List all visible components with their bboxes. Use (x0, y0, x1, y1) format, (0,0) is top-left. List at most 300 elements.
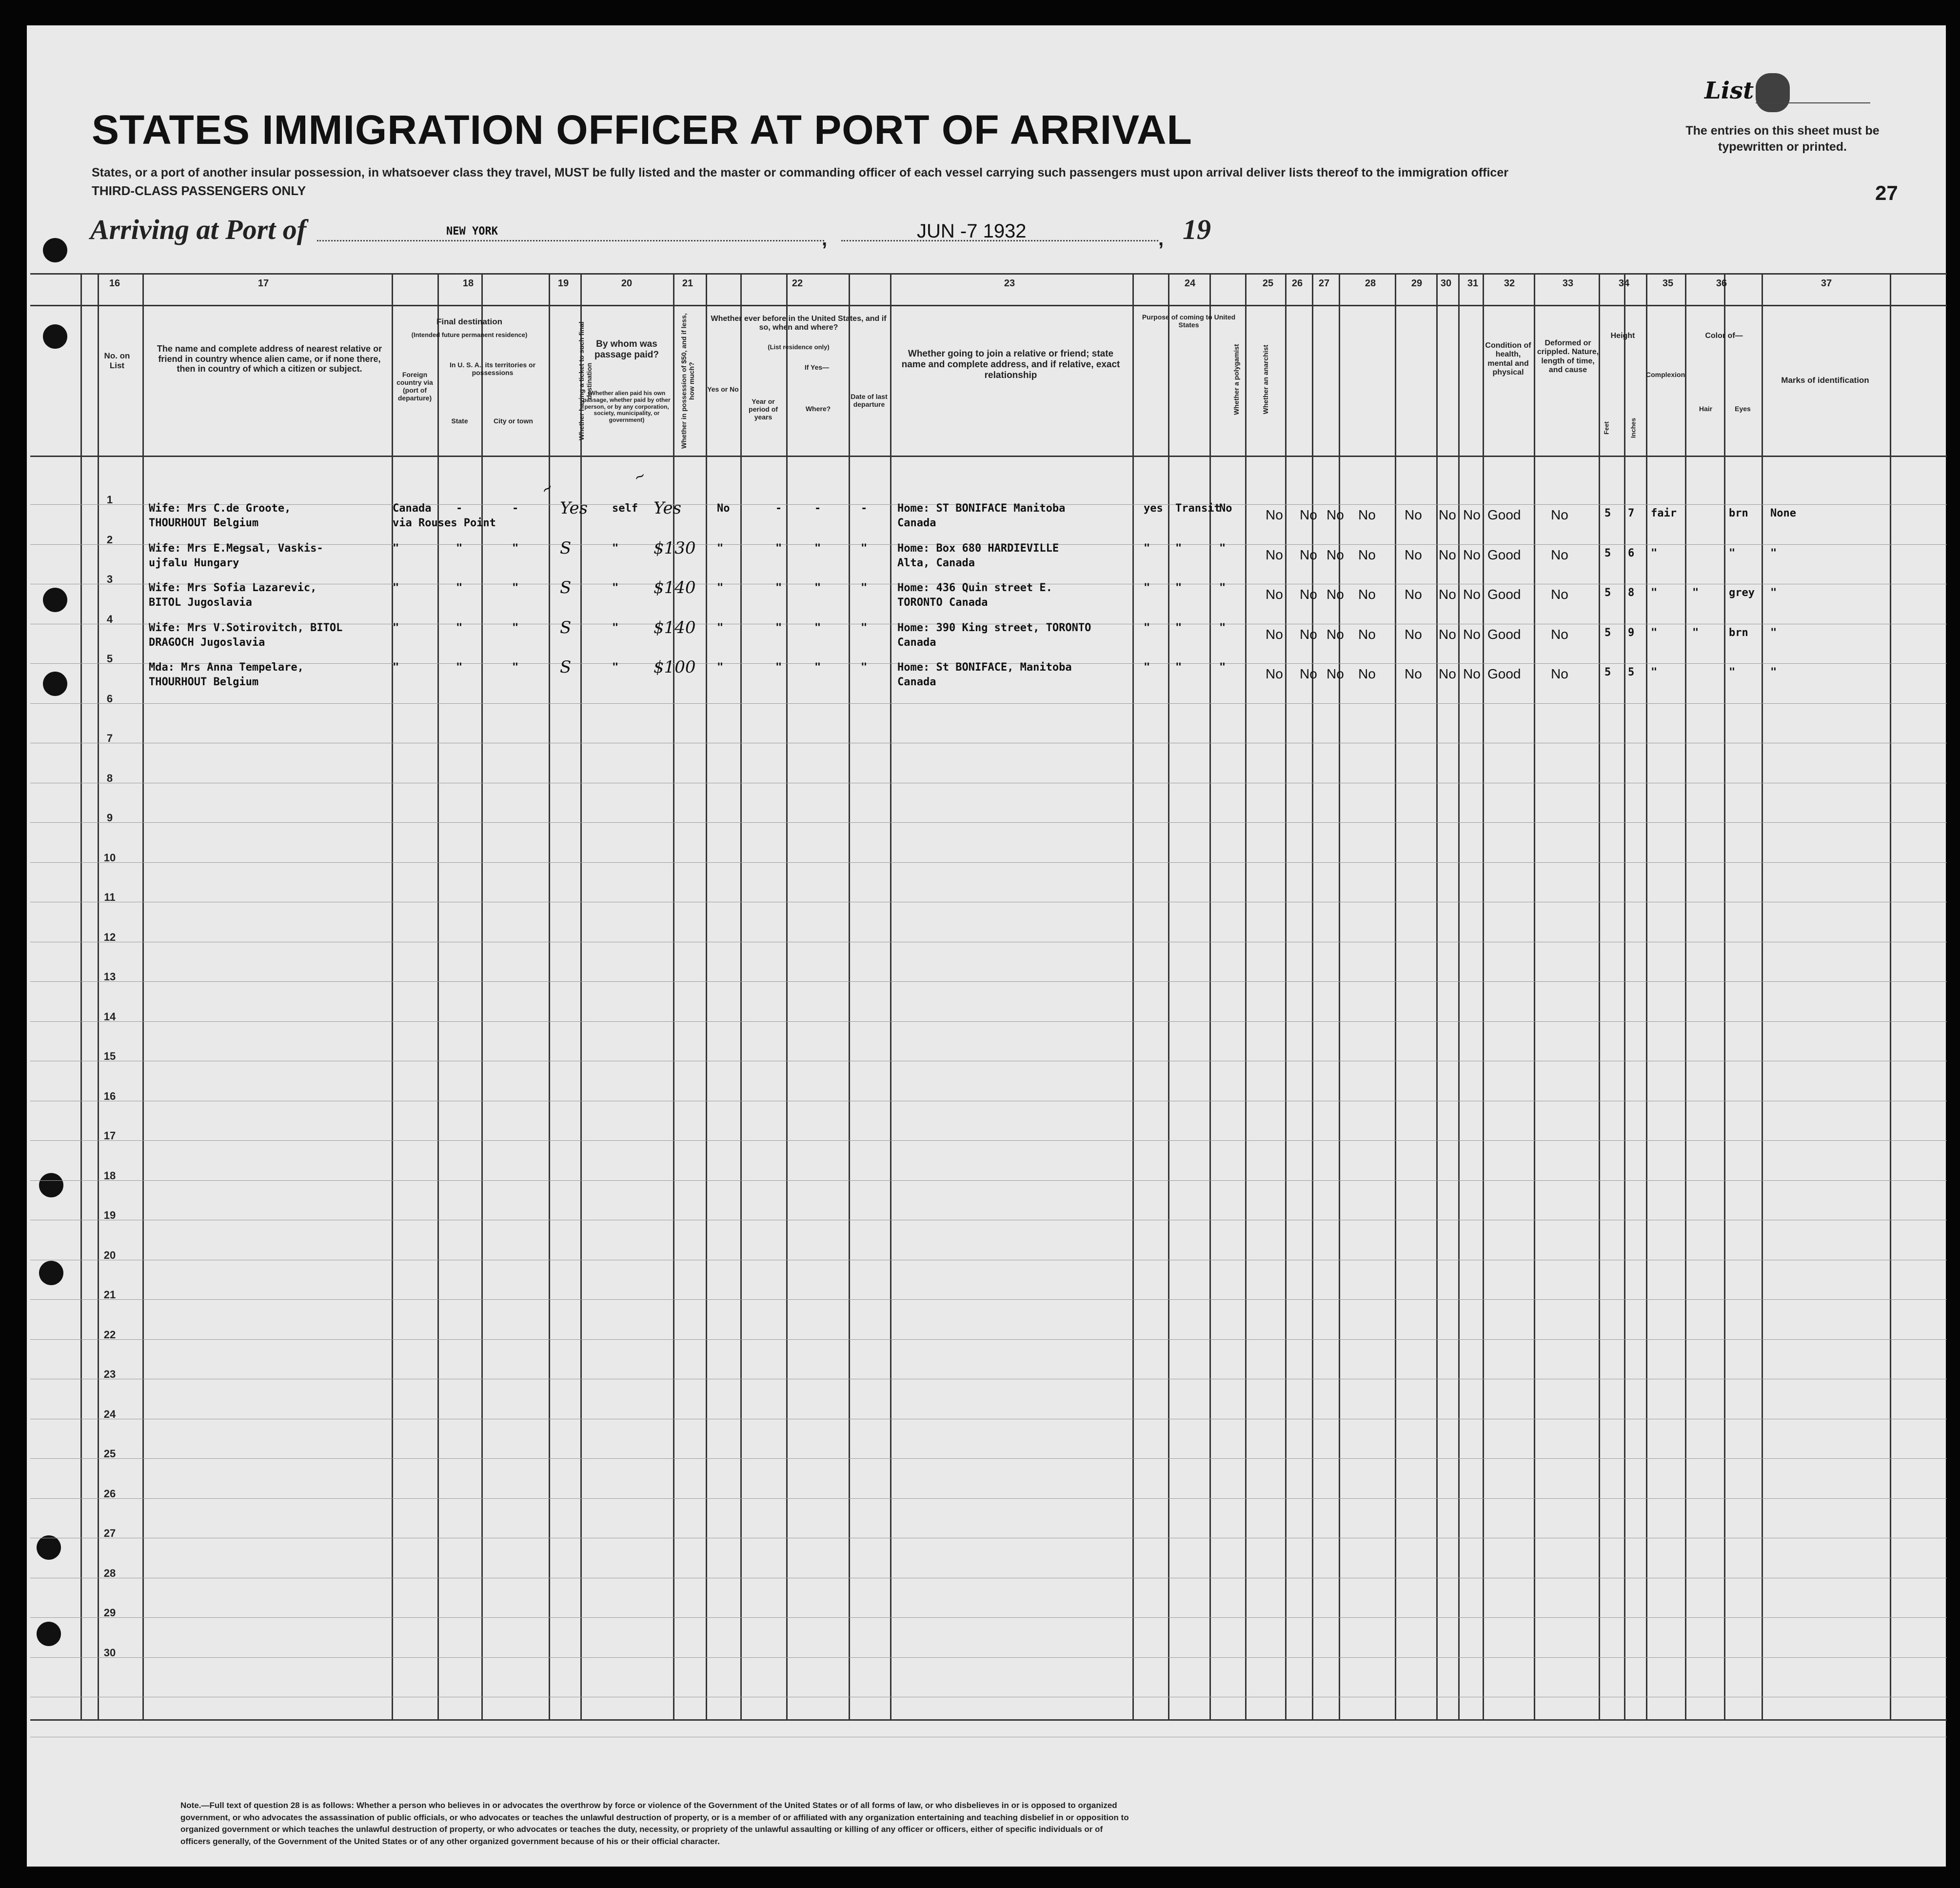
column-line (1395, 273, 1396, 1719)
q28-value: No (1358, 587, 1376, 602)
column-line (142, 273, 144, 1719)
joining-country: TORONTO Canada (897, 596, 988, 609)
deformed-value: No (1551, 507, 1568, 522)
row-number: 28 (103, 1567, 116, 1579)
q27-value: No (1326, 626, 1344, 642)
row-line (30, 703, 1947, 704)
q31-value: No (1463, 666, 1481, 681)
ticket-value: Yes (560, 498, 588, 518)
deformed-value: No (1551, 626, 1568, 642)
row-number: 14 (103, 1010, 116, 1023)
header-where: Where? (805, 405, 831, 413)
header-marks: Marks of identification (1781, 376, 1869, 385)
row-number: 30 (103, 1646, 116, 1659)
relative-name: Mda: Mrs Anna Tempelare, (149, 661, 304, 674)
where-value: " (814, 582, 821, 594)
purpose-value-3: " (1219, 582, 1226, 594)
foreign-country: " (393, 542, 399, 555)
row-number: 12 (103, 931, 116, 943)
purpose-value-2: " (1175, 582, 1182, 594)
punch-hole (43, 588, 67, 612)
q26-value: No (1300, 666, 1317, 681)
page-title: STATES IMMIGRATION OFFICER AT PORT OF ARRIVAL (92, 107, 1192, 153)
colnum-33: 33 (1562, 278, 1574, 289)
colnum-24: 24 (1184, 278, 1196, 289)
header-final-destination-note: (Intended future permanent residence) (411, 331, 528, 338)
years-value: - (775, 502, 782, 515)
colnum-34: 34 (1618, 278, 1630, 289)
before-value: " (717, 542, 724, 555)
header-city: City or town (494, 417, 533, 425)
colnum-29: 29 (1411, 278, 1423, 289)
q29-value: No (1405, 507, 1422, 522)
colnum-37: 37 (1821, 278, 1832, 289)
row-line (30, 1180, 1947, 1181)
paid-by-value: " (612, 661, 619, 674)
departure-value: " (861, 621, 868, 634)
column-line (1599, 273, 1600, 1719)
q25-value: No (1266, 587, 1283, 602)
relative-town: DRAGOCH Jugoslavia (149, 636, 265, 649)
q28-value: No (1358, 666, 1376, 681)
q28-value: No (1358, 547, 1376, 562)
column-line (849, 273, 850, 1719)
us-city: " (512, 661, 519, 674)
header-paid-by: By whom was passage paid? (594, 339, 659, 360)
colnum-32: 32 (1504, 278, 1515, 289)
colnum-26: 26 (1291, 278, 1303, 289)
complexion-value: " (1651, 626, 1658, 639)
q26-value: No (1300, 547, 1317, 562)
colnum-35: 35 (1662, 278, 1674, 289)
purpose-value: yes (1144, 502, 1163, 515)
header-inches: Inches (1629, 417, 1637, 438)
header-joining: Whether going to join a relative or friend; state name and complete address, and if relative, exact relationship (901, 349, 1120, 380)
row-line (30, 1299, 1947, 1300)
table-header-line (30, 456, 1947, 457)
row-number: 2 (106, 533, 113, 546)
colnum-18: 18 (462, 278, 474, 289)
punch-hole (43, 324, 67, 349)
row-number: 10 (103, 851, 116, 864)
feet-value: 5 (1604, 507, 1611, 519)
foreign-country: Canada (393, 502, 432, 515)
row-number: 18 (103, 1169, 116, 1182)
port-line (317, 240, 824, 241)
eyes-value: " (1729, 666, 1736, 678)
q30-value: No (1439, 507, 1456, 522)
row-number: 4 (106, 613, 113, 625)
arriving-label: Arriving at Port of (90, 214, 307, 245)
relative-town: THOURHOUT Belgium (149, 676, 259, 688)
column-line (1534, 273, 1535, 1719)
health-value: Good (1487, 507, 1521, 522)
complexion-value: " (1651, 547, 1658, 559)
foreign-country: " (393, 661, 399, 674)
inches-value: 5 (1628, 666, 1635, 678)
paid-by-value: self (612, 502, 638, 515)
header-height: Height (1610, 332, 1635, 340)
inches-value: 9 (1628, 626, 1635, 639)
joining-address: Home: 390 King street, TORONTO (897, 621, 1091, 634)
q27-value: No (1326, 666, 1344, 681)
marks-value: " (1770, 547, 1777, 559)
q29-value: No (1405, 666, 1422, 681)
header-departure: Date of last departure (851, 393, 888, 409)
comma: , (822, 228, 828, 250)
joining-country: Canada (897, 517, 936, 529)
health-value: Good (1487, 626, 1521, 642)
money-value: $130 (653, 538, 696, 558)
purpose-value-3: " (1219, 661, 1226, 674)
q31-value: No (1463, 587, 1481, 602)
foreign-country-port: via Rouses Point (393, 517, 496, 529)
table-bottom-line (30, 1719, 1947, 1721)
header-relative: The name and complete address of nearest relative or friend in country whence alien came, or if none there, then in country of which a citizen or subject. (157, 344, 382, 374)
purpose-value: " (1144, 582, 1150, 594)
purpose-value-3: No (1219, 502, 1232, 515)
purpose-value-2: Transit (1175, 502, 1221, 515)
column-line (1724, 273, 1725, 1719)
q25-value: No (1266, 507, 1283, 522)
header-ticket: Whether having a ticket to such final destination (577, 321, 593, 440)
marks-value: " (1770, 626, 1777, 639)
column-line (1624, 273, 1625, 1719)
column-line (1685, 273, 1686, 1719)
joining-country: Canada (897, 676, 936, 688)
deformed-value: No (1551, 587, 1568, 602)
column-line (580, 273, 582, 1719)
row-number: 26 (103, 1487, 116, 1500)
purpose-value: " (1144, 542, 1150, 555)
complexion-value: fair (1651, 507, 1677, 519)
column-line (1285, 273, 1287, 1719)
joining-country: Canada (897, 636, 936, 649)
money-value: $100 (653, 657, 696, 677)
health-value: Good (1487, 587, 1521, 602)
years-value: " (775, 582, 782, 594)
punch-hole (43, 672, 67, 696)
column-line (1646, 273, 1647, 1719)
colnum-20: 20 (621, 278, 633, 289)
joining-address: Home: St BONIFACE, Manitoba (897, 661, 1072, 674)
before-value: " (717, 661, 724, 674)
row-number: 5 (106, 653, 113, 665)
paid-by-value: " (612, 582, 619, 594)
relative-town: BITOL Jugoslavia (149, 596, 252, 609)
punch-hole (43, 238, 67, 262)
where-value: " (814, 542, 821, 555)
purpose-value-2: " (1175, 661, 1182, 674)
list-label: List (1704, 77, 1754, 104)
row-number: 11 (104, 891, 116, 903)
row-number: 16 (103, 1090, 116, 1102)
table-top-line (30, 273, 1947, 275)
row-line (30, 822, 1947, 823)
column-line (1762, 273, 1763, 1719)
money-value: $140 (653, 617, 696, 637)
ticket-value: S (560, 578, 572, 597)
row-number: 24 (103, 1408, 116, 1420)
row-number: 19 (103, 1209, 116, 1221)
q25-value: No (1266, 547, 1283, 562)
purpose-value: " (1144, 621, 1150, 634)
eyes-value: " (1729, 547, 1736, 559)
header-paid-by-note: (Whether alien paid his own passage, whether paid by other person, or by any corporation, society, municipality, or government) (583, 390, 671, 424)
joining-country: Alta, Canada (897, 556, 975, 569)
row-number: 8 (106, 772, 113, 784)
row-line (30, 1140, 1947, 1141)
row-number: 17 (103, 1130, 116, 1142)
years-value: " (775, 542, 782, 555)
colnum-22: 22 (792, 278, 803, 289)
us-state: " (456, 621, 463, 634)
purpose-value-2: " (1175, 542, 1182, 555)
q25-value: No (1266, 666, 1283, 681)
header-complexion: Complexion (1646, 371, 1685, 378)
colnum-27: 27 (1318, 278, 1330, 289)
q26-value: No (1300, 587, 1317, 602)
relative-name: Wife: Mrs C.de Groote, (149, 502, 291, 515)
header-state: State (451, 417, 468, 425)
class-line: THIRD-CLASS PASSENGERS ONLY (92, 183, 306, 198)
q29-value: No (1405, 547, 1422, 562)
us-state: " (456, 661, 463, 674)
q29-value: No (1405, 587, 1422, 602)
years-value: " (775, 621, 782, 634)
ticket-value: S (560, 538, 572, 558)
header-money: Whether in possession of $50, and if less, how much? (679, 313, 695, 449)
column-line (1312, 273, 1313, 1719)
row-line (30, 1498, 1947, 1499)
hair-value: " (1692, 626, 1699, 639)
header-before-note: (List residence only) (768, 343, 830, 351)
colnum-19: 19 (557, 278, 569, 289)
header-final-destination: Final destination (436, 317, 503, 326)
row-number: 13 (103, 971, 116, 983)
money-value: $140 (653, 578, 696, 597)
row-line (30, 1339, 1947, 1340)
row-number: 22 (103, 1328, 116, 1341)
column-line (481, 273, 483, 1719)
frame-line (80, 273, 82, 1719)
row-number: 25 (103, 1448, 116, 1460)
row-line (30, 1458, 1947, 1459)
row-number: 1 (106, 494, 113, 506)
q27-value: No (1326, 507, 1344, 522)
punch-hole (39, 1261, 63, 1285)
header-in-usa: In U. S. A., its territories or possessions (449, 361, 536, 377)
complexion-value: " (1651, 587, 1658, 599)
money-value: Yes (653, 498, 682, 518)
q30-value: No (1439, 626, 1456, 642)
arrival-date: JUN -7 1932 (917, 220, 1027, 242)
before-value: " (717, 582, 724, 594)
list-number-mark (1756, 73, 1790, 112)
column-line (890, 273, 891, 1719)
us-city: " (512, 621, 519, 634)
header-if-yes: If Yes— (804, 363, 830, 371)
row-number: 6 (106, 692, 113, 705)
before-value: No (717, 502, 730, 515)
inches-value: 7 (1628, 507, 1635, 519)
before-value: " (717, 621, 724, 634)
q31-value: No (1463, 547, 1481, 562)
departure-value: " (861, 661, 868, 674)
table-number-line (30, 305, 1947, 306)
column-line (786, 273, 788, 1719)
ticket-value: S (560, 657, 572, 677)
relative-name: Wife: Mrs Sofia Lazarevic, (149, 582, 317, 594)
us-state: " (456, 542, 463, 555)
row-number: 7 (106, 732, 113, 744)
column-line (740, 273, 742, 1719)
purpose-value: " (1144, 661, 1150, 674)
row-number: 15 (103, 1050, 116, 1062)
punch-hole (37, 1622, 61, 1646)
column-line (673, 273, 674, 1719)
column-line (706, 273, 707, 1719)
q31-value: No (1463, 626, 1481, 642)
header-hair: Hair (1699, 405, 1713, 413)
ticket-value: S (560, 617, 572, 637)
instruction-text: States, or a port of another insular possession, in whatsoever class they travel, MUST be fully listed and the master or commanding officer of each vessel carrying such passengers must upon arrival deliver lists thereof to the immigration officer (92, 166, 1508, 179)
q27-value: No (1326, 587, 1344, 602)
row-number: 20 (103, 1249, 116, 1261)
q31-value: No (1463, 507, 1481, 522)
departure-value: - (861, 502, 868, 515)
sheet-number: 27 (1875, 181, 1898, 204)
q25-value: No (1266, 626, 1283, 642)
eyes-value: brn (1729, 507, 1748, 519)
joining-address: Home: Box 680 HARDIEVILLE (897, 542, 1059, 555)
column-line (1458, 273, 1460, 1719)
relative-town: ujfalu Hungary (149, 556, 239, 569)
port-value: NEW YORK (446, 225, 498, 238)
header-years: Year or period of years (749, 397, 778, 421)
q30-value: No (1439, 666, 1456, 681)
colnum-17: 17 (257, 278, 269, 289)
where-value: " (814, 661, 821, 674)
row-line (30, 1657, 1947, 1658)
where-value: " (814, 621, 821, 634)
row-line (30, 1617, 1947, 1618)
health-value: Good (1487, 666, 1521, 681)
column-line (98, 273, 99, 1719)
header-yes-no: Yes or No (707, 385, 739, 393)
column-line (1339, 273, 1340, 1719)
column-line (1436, 273, 1438, 1719)
row-number: 21 (103, 1289, 116, 1301)
header-feet: Feet (1603, 421, 1610, 435)
purpose-value-2: " (1175, 621, 1182, 634)
header-color-of: Color of— (1705, 332, 1743, 340)
list-line (1756, 102, 1870, 103)
departure-value: " (861, 542, 868, 555)
q30-value: No (1439, 547, 1456, 562)
foreign-country: " (393, 582, 399, 594)
inches-value: 8 (1628, 587, 1635, 599)
row-line (30, 862, 1947, 863)
us-state: " (456, 582, 463, 594)
foreign-country: " (393, 621, 399, 634)
feet-value: 5 (1604, 587, 1611, 599)
column-line (1132, 273, 1134, 1719)
punch-hole (37, 1535, 61, 1560)
marks-value: " (1770, 587, 1777, 599)
marks-value: None (1770, 507, 1796, 519)
column-line (1168, 273, 1169, 1719)
punch-hole (39, 1173, 63, 1197)
column-line (392, 273, 393, 1719)
health-value: Good (1487, 547, 1521, 562)
column-line (437, 273, 439, 1719)
us-city: - (512, 502, 519, 515)
where-value: - (814, 502, 821, 515)
feet-value: 5 (1604, 666, 1611, 678)
complexion-value: " (1651, 666, 1658, 678)
colnum-31: 31 (1467, 278, 1479, 289)
q29-value: No (1405, 626, 1422, 642)
us-city: " (512, 542, 519, 555)
q30-value: No (1439, 587, 1456, 602)
row-number: 9 (106, 812, 113, 824)
row-number: 23 (103, 1368, 116, 1380)
relative-town: THOURHOUT Belgium (149, 517, 259, 529)
purpose-value-3: " (1219, 542, 1226, 555)
handwritten-mark: ~ (631, 466, 649, 486)
q26-value: No (1300, 626, 1317, 642)
row-line (30, 1021, 1947, 1022)
feet-value: 5 (1604, 626, 1611, 639)
typewrite-note: The entries on this sheet must be typewritten or printed. (1685, 124, 1880, 154)
column-line (1245, 273, 1247, 1719)
header-foreign-country: Foreign country via (port of departure) (396, 371, 433, 402)
colnum-30: 30 (1440, 278, 1452, 289)
header-eyes: Eyes (1735, 405, 1751, 413)
q28-value: No (1358, 507, 1376, 522)
q27-value: No (1326, 547, 1344, 562)
header-condition: Condition of health, mental and physical (1485, 341, 1531, 377)
inches-value: 6 (1628, 547, 1635, 559)
row-line (30, 981, 1947, 982)
paid-by-value: " (612, 621, 619, 634)
eyes-value: brn (1729, 626, 1748, 639)
column-line (1209, 273, 1211, 1719)
marks-value: " (1770, 666, 1777, 678)
q26-value: No (1300, 507, 1317, 522)
years-value: " (775, 661, 782, 674)
header-purpose: Purpose of coming to United States (1142, 313, 1236, 329)
column-line (1483, 273, 1484, 1719)
row-number: 27 (103, 1527, 116, 1539)
year-prefix: 19 (1183, 214, 1211, 245)
colnum-36: 36 (1716, 278, 1727, 289)
header-no-on-list: No. on List (104, 351, 130, 370)
row-number: 29 (103, 1607, 116, 1619)
column-line (1890, 273, 1891, 1719)
joining-address: Home: ST BONIFACE Manitoba (897, 502, 1066, 515)
deformed-value: No (1551, 547, 1568, 562)
relative-name: Wife: Mrs V.Sotirovitch, BITOL (149, 621, 343, 634)
row-number: 3 (106, 573, 113, 585)
deformed-value: No (1551, 666, 1568, 681)
eyes-value: grey (1729, 587, 1755, 599)
joining-address: Home: 436 Quin street E. (897, 582, 1052, 594)
header-polygamist: Whether a polygamist (1232, 344, 1240, 415)
footnote: Note.—Full text of question 28 is as follows: Whether a person who believes in or advocates the overthrow by force or violence of the Government of the United States or of all forms of law, or who disbelieves in or is opposed to organized government, or who advocates the assassination of public officials, or who advocates or teaches the unlawful destruction of property, or is a member of or affiliated with any organization entertaining and teaching disbelief in or opposition to organized government or which teaches the unlawful destruction of property, or who advocates or teaches the duty, necessity, or propriety of the unlawful assaulting or killing of any officer or officers, either of specific individuals or of officers generally, of the Government of the United States or of any other organized government because of his or their official character. (180, 1801, 1129, 1846)
comma: , (1158, 228, 1164, 250)
